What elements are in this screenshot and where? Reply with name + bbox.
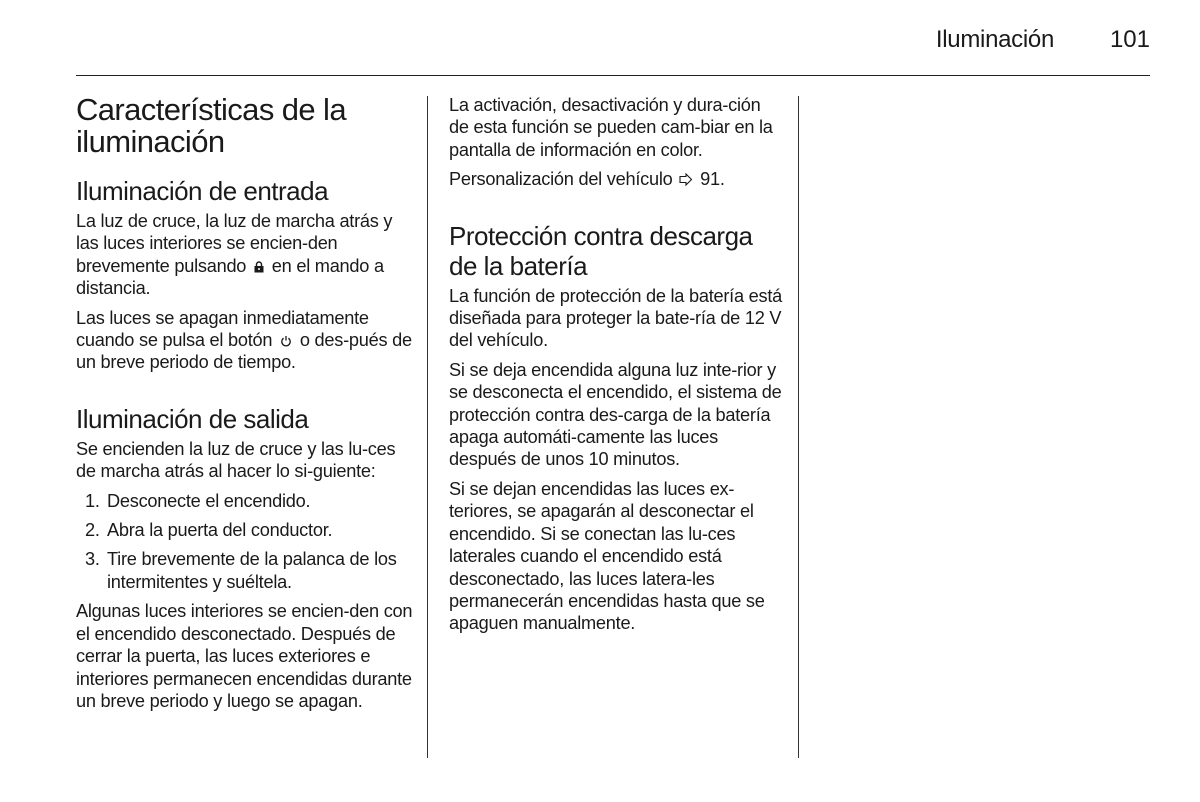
chapter-title: Características de la iluminación <box>76 92 346 159</box>
section-heading-bateria: Protección contra descarga de la batería <box>449 220 753 281</box>
paragraph-text: o des-pués de un breve periodo de tiempo. <box>76 330 412 373</box>
list-text: Abra la puerta del conductor. <box>107 520 333 541</box>
page-number: 101 <box>1109 26 1150 53</box>
paragraph-text: La luz de cruce, la luz de marcha atrás y las luces interiores se encien-den brevemente pulsando <box>76 211 393 276</box>
list-item <box>76 490 416 512</box>
list-text: Desconecte el encendido. <box>107 490 311 511</box>
power-icon <box>280 330 292 342</box>
section-heading-salida: Iluminación de salida <box>76 403 309 434</box>
list-number: 1. <box>85 490 100 511</box>
paragraph <box>76 210 416 300</box>
paragraph <box>76 307 416 374</box>
paragraph: Si se dejan encendidas las luces ex-teriores, se apagarán al desconectar el encendido. Si se conectan las lu-ces laterales cuando el encendido está desconectado, las luces latera-les permanecerán encendidas hasta que se apaguen manualmente. <box>449 478 765 634</box>
section-heading-entrada: Iluminación de entrada <box>76 176 329 206</box>
paragraph-text: en el mando a distancia. <box>76 255 384 299</box>
paragraph: La activación, desactivación y dura-ción de esta función se pueden cam-biar en la pantalla de información en color. <box>449 95 773 160</box>
reference-page: 91. <box>700 169 725 190</box>
paragraph: Se encienden la luz de cruce y las lu-ces de marcha atrás al hacer lo si-guiente: <box>76 438 396 482</box>
cross-reference <box>449 168 783 190</box>
paragraph: La función de protección de la batería está diseñada para proteger la bate-ría de 12 V del vehículo. <box>449 285 783 351</box>
page-header-section: Iluminación <box>935 26 1054 53</box>
reference-text: Personalización del vehículo <box>449 169 673 190</box>
lock-icon <box>254 256 264 268</box>
column-divider-2 <box>798 96 799 758</box>
list-number: 3. <box>85 549 100 570</box>
list-number: 2. <box>85 520 100 541</box>
list-item <box>76 519 416 541</box>
paragraph: Algunas luces interiores se encien-den con el encendido desconectado. Después de cerrar la puerta, las luces exteriores e interiores permanecen encendidas durante un breve periodo y luego se apagan. <box>76 601 413 711</box>
header-rule <box>76 75 1150 76</box>
list-text: Tire brevemente de la palanca de los intermitentes y suéltela. <box>107 549 397 592</box>
steps-list <box>76 490 416 594</box>
paragraph: Si se deja encendida alguna luz inte-rior y se desconecta el encendido, el sistema de protección contra des-carga de la batería apaga automáti-camente las luces después de unos 10 minutos. <box>449 359 782 470</box>
reference-arrow-icon <box>679 169 693 182</box>
paragraph-text: Las luces se apagan inmediatamente cuando se pulsa el botón <box>76 307 369 351</box>
column-divider-1 <box>427 96 428 758</box>
list-item <box>76 548 416 593</box>
column-1 <box>76 90 416 719</box>
column-2 <box>449 94 783 642</box>
